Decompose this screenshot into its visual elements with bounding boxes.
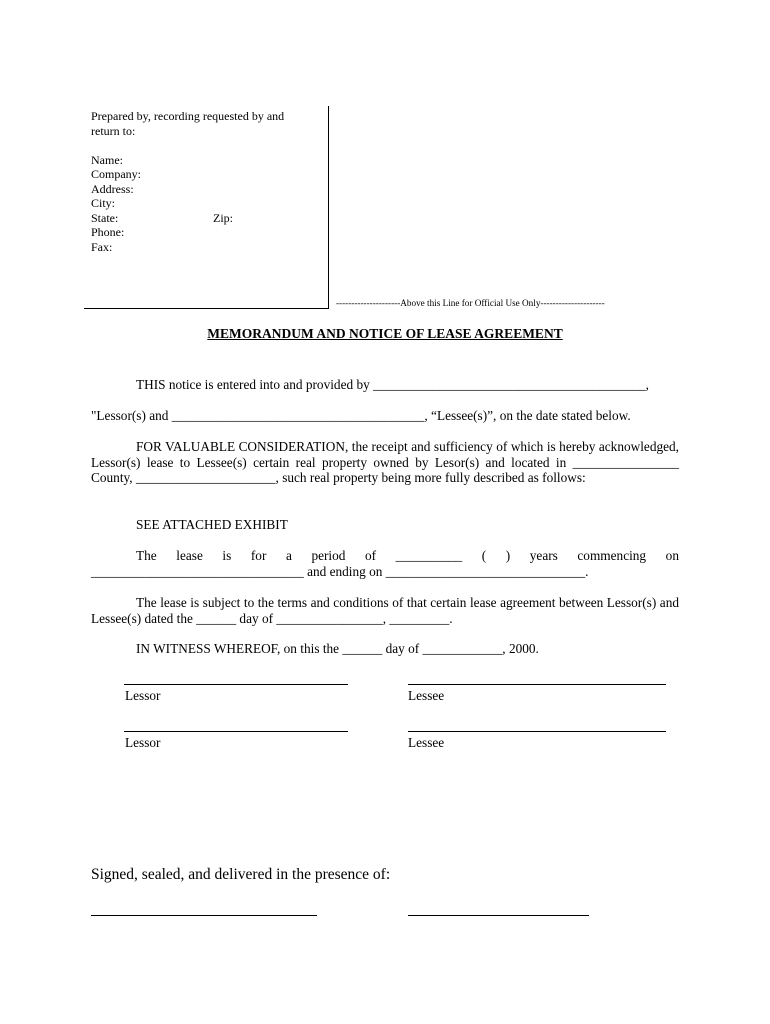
lease-word: on <box>665 548 679 563</box>
lessee-label-1: Lessee <box>408 688 445 703</box>
paragraph-lessor <box>91 377 679 393</box>
lease-word: of <box>365 548 377 563</box>
company-label: Company: <box>91 167 141 181</box>
paragraph-lessee <box>91 408 679 424</box>
address-label: Address: <box>91 181 134 196</box>
lease-word: ) <box>505 548 511 563</box>
witness-signature-line-1[interactable] <box>91 915 317 916</box>
fax-label: Fax: <box>91 239 113 254</box>
paragraph-lessee-text: "Lessor(s) and ______________________________________, “Lessee(s)”, on the date stated below. <box>91 408 631 423</box>
zip-label: Zip: <box>213 210 233 225</box>
lease-word: is <box>222 548 232 563</box>
witness-signature-line-2[interactable] <box>408 915 589 916</box>
official-use-line: ---------------------Above this Line for Official Use Only--------------------- <box>336 298 605 308</box>
paragraph-terms <box>91 595 679 626</box>
blank-line <box>91 138 284 153</box>
lease-word: for <box>250 548 267 563</box>
phone-label: Phone: <box>91 225 125 239</box>
document-title: MEMORANDUM AND NOTICE OF LEASE AGREEMENT <box>207 326 563 341</box>
paragraph-terms-text: The lease is subject to the terms and conditions of that certain lease agreement between Lessor(s) and Lessee(s) dated the ______ day of ________________, _________. <box>91 595 679 626</box>
lessee-signature-line-1[interactable] <box>408 684 666 685</box>
state-label: State: <box>91 210 119 225</box>
lessor-label-2: Lessor <box>125 735 161 750</box>
lease-word: ( <box>481 548 487 563</box>
lease-word: years <box>529 548 558 563</box>
lessee-signature-line-2[interactable] <box>408 731 666 732</box>
witness-line: IN WITNESS WHEREOF, on this the ______ day of ____________, 2000. <box>136 641 539 656</box>
lease-word: period <box>311 548 346 563</box>
paragraph-consideration <box>91 439 679 486</box>
prepared-by-line-1: Prepared by, recording requested by and <box>91 109 285 123</box>
city-label: City: <box>91 196 116 210</box>
paragraph-lessor-text: THIS notice is entered into and provided by _________________________________________, <box>136 377 649 392</box>
paragraph-consideration-text: FOR VALUABLE CONSIDERATION, the receipt and sufficiency of which is hereby acknowledged, Lessor(s) lease to Lessee(s) certain real property owned by Lesor(s) and located in ________________ County, _____________________, such real property being more fully described as follows: <box>91 439 679 485</box>
lease-word: lease <box>176 548 203 563</box>
prepared-by-line-2: return to: <box>91 123 136 138</box>
attached-exhibit: SEE ATTACHED EXHIBIT <box>136 517 288 532</box>
recording-info <box>91 109 284 254</box>
lessee-label-2: Lessee <box>408 735 445 750</box>
lease-word: commencing <box>577 548 647 563</box>
lessor-label-1: Lessor <box>125 688 161 703</box>
lease-period-line-2: ________________________________ and ending on ______________________________. <box>91 564 589 579</box>
lease-word: a <box>285 548 292 563</box>
lease-word: The <box>136 548 157 563</box>
lease-word: __________ <box>395 548 463 563</box>
lessor-signature-line-2[interactable] <box>124 731 348 732</box>
name-label: Name: <box>91 152 123 167</box>
state-zip-row <box>91 211 284 226</box>
signed-presence-text: Signed, sealed, and delivered in the presence of: <box>91 866 391 883</box>
lessor-signature-line-1[interactable] <box>124 684 348 685</box>
lease-period-line <box>136 548 679 564</box>
